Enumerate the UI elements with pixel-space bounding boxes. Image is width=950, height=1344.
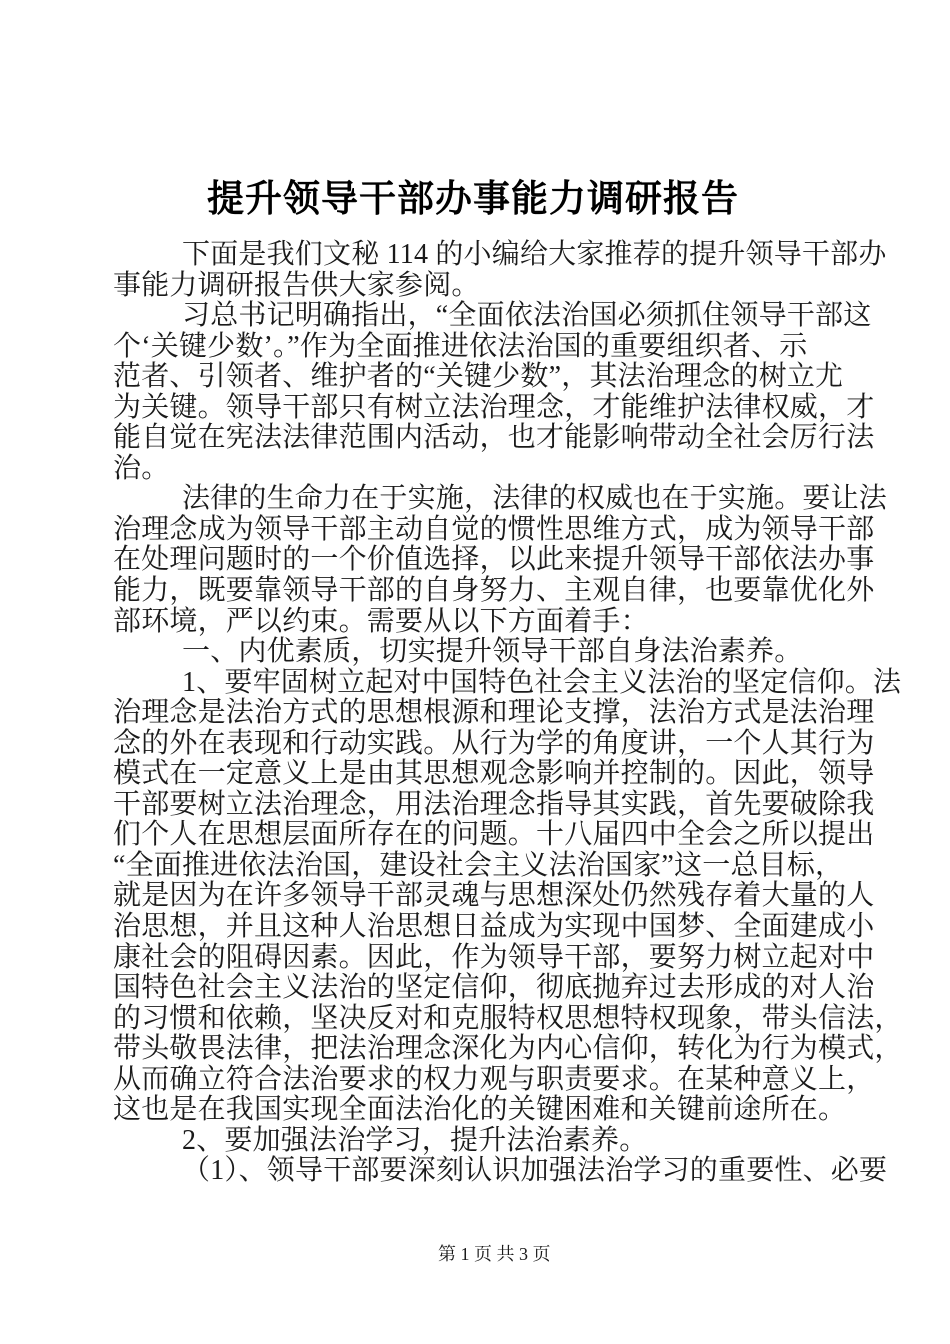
text-line: 带头敬畏法律，把法治理念深化为内心信仰，转化为行为模式， [113, 1033, 903, 1065]
page-number-label: 第 1 页 共 3 页 [438, 1244, 551, 1264]
text-line: 治思想，并且这种人治思想日益成为实现中国梦、全面建成小 [113, 911, 875, 943]
text-line: 2、要加强法治学习，提升法治素养。 [182, 1124, 648, 1156]
text-line: 能力，既要靠领导干部的自身努力、主观自律，也要靠优化外 [113, 575, 875, 607]
text-line: （1）、领导干部要深刻认识加强法治学习的重要性、必要 [182, 1155, 888, 1187]
text-line: 念的外在表现和行动实践。从行为学的角度讲，一个人其行为 [113, 727, 875, 759]
page-footer [438, 1241, 551, 1267]
text-line: 们个人在思想层面所存在的问题。十八届四中全会之所以提出 [113, 819, 875, 851]
text-line: 干部要树立法治理念，用法治理念指导其实践，首先要破除我 [113, 788, 875, 820]
text-line: 个‘关键少数’。”作为全面推进依法治国的重要组织者、示 [113, 330, 808, 362]
text-line: 一、内优素质，切实提升领导干部自身法治素养。 [182, 636, 803, 668]
text-line: 1、要牢固树立起对中国特色社会主义法治的坚定信仰。法 [182, 666, 902, 698]
text-line: 在处理问题时的一个价值选择，以此来提升领导干部依法办事 [113, 544, 875, 576]
text-line: 国特色社会主义法治的坚定信仰，彻底抛弃过去形成的对人治 [113, 972, 875, 1004]
text-line: 法律的生命力在于实施，法律的权威也在于实施。要让法 [182, 483, 888, 515]
text-line: 为关键。领导干部只有树立法治理念，才能维护法律权威，才 [113, 391, 875, 423]
text-line: 治理念是法治方式的思想根源和理论支撑，法治方式是法治理 [113, 697, 875, 729]
text-line: 治理念成为领导干部主动自觉的惯性思维方式，成为领导干部 [113, 513, 875, 545]
text-line: 下面是我们文秘 114 的小编给大家推荐的提升领导干部办 [182, 239, 887, 270]
document-title: 提升领导干部办事能力调研报告 [207, 179, 739, 220]
text-line: 范者、引领者、维护者的“关键少数”，其法治理念的树立尤 [113, 361, 844, 393]
text-line: “全面推进依法治国，建设社会主义法治国家”这一总目标， [113, 849, 844, 881]
text-line: 康社会的阻碍因素。因此，作为领导干部，要努力树立起对中 [113, 941, 875, 973]
text-line: 治。 [113, 452, 170, 484]
text-line: 部环境，严以约束。需要从以下方面着手： [113, 605, 649, 637]
text-line: 这也是在我国实现全面法治化的关键困难和关键前途所在。 [113, 1094, 847, 1126]
text-line: 的习惯和依赖，坚决反对和克服特权思想特权现象，带头信法， [113, 1002, 903, 1034]
text-line: 能自觉在宪法法律范围内活动，也才能影响带动全社会厉行法 [113, 422, 875, 454]
text-line: 模式在一定意义上是由其思想观念影响并控制的。因此，领导 [113, 758, 875, 790]
text-line: 习总书记明确指出，“全面依法治国必须抓住领导干部这 [182, 300, 872, 332]
text-line: 就是因为在许多领导干部灵魂与思想深处仍然残存着大量的人 [113, 880, 875, 912]
text-line: 从而确立符合法治要求的权力观与职责要求。在某种意义上， [113, 1063, 875, 1095]
text-line: 事能力调研报告供大家参阅。 [113, 269, 480, 301]
document-body [113, 239, 903, 1187]
